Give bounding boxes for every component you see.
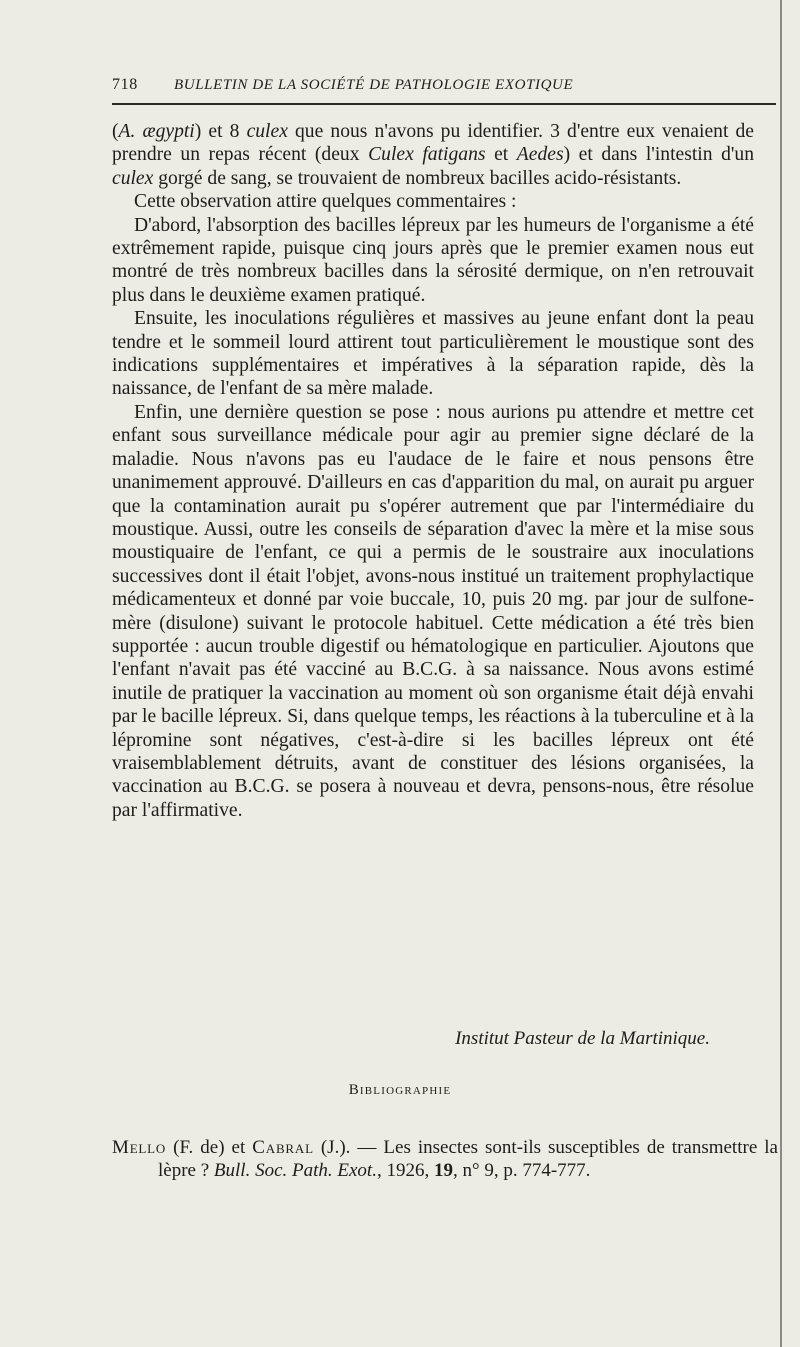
paragraph-1 bbox=[112, 120, 754, 190]
paragraph-2: Cette observation attire quelques commentaires : bbox=[134, 191, 517, 213]
author-name: Mello bbox=[112, 1137, 167, 1158]
entry-year: , 1926, bbox=[376, 1160, 434, 1181]
page-number: 718 bbox=[112, 76, 138, 93]
p1-genus: Aedes bbox=[516, 144, 564, 166]
paragraph-3: D'abord, l'absorption des bacilles lépreux par les humeurs de l'organisme a été extrêmement rapide, puisque cinq jours après que le premier examen nous eut montré de très nombreux bacilles dans la sérosité dermique, on n'en retrouvait plus dans le deuxième examen pratiqué. bbox=[112, 214, 754, 306]
p1-seg: ) et dans l'intestin d'un bbox=[563, 144, 755, 166]
bibliography-heading: Bibliographie bbox=[348, 1082, 452, 1098]
p1-seg: ) et 8 bbox=[194, 121, 247, 142]
p1-seg: ( bbox=[112, 121, 119, 142]
header-rule bbox=[112, 103, 776, 105]
p1-genus: culex bbox=[246, 121, 288, 142]
p1-species: A. ægypti bbox=[118, 121, 195, 142]
institution-signature: Institut Pasteur de la Martinique. bbox=[455, 1028, 710, 1049]
p1-species: Culex fatigans bbox=[368, 144, 486, 166]
author-name: Cabral bbox=[252, 1137, 314, 1158]
p1-seg: que nous n'avons pu identifier. 3 d'entre eux venaient de prendre un repas récent (deux bbox=[112, 121, 754, 166]
entry-pages: , n° 9, p. 774-777. bbox=[452, 1160, 591, 1181]
entry-volume: 19 bbox=[433, 1160, 453, 1181]
entry-title: (J.). — Les insectes sont-ils susceptibles de transmettre la lèpre ? bbox=[158, 1137, 778, 1181]
running-header bbox=[112, 76, 672, 94]
author-initial: (F. de) et bbox=[166, 1137, 253, 1158]
bibliography-entry bbox=[112, 1136, 778, 1182]
p1-seg: et bbox=[485, 144, 517, 166]
paragraph-5: Enfin, une dernière question se pose : nous aurions pu attendre et mettre cet enfant sous surveillance médicale pour agir au premier signe déclaré de la maladie. Nous n'avons pas eu l'audace de le faire et nous pensons être unanimement approuvé. D'ailleurs en cas d'apparition du mal, on aurait pu arguer que la contamination aurait pu s'opérer autrement que par l'intermédiaire du moustique. Aussi, outre les conseils de séparation d'avec la mère et la mise sous moustiquaire de l'enfant, ce qui a permis de le soustraire aux inoculations successives dont il était l'objet, avons-nous institué un traitement prophylactique médicamenteux et donné par voie buccale, 10, puis 20 mg. par jour de sulfone-mère (disulone) suivant le protocole habituel. Cette médication a été très bien supportée : aucun trouble digestif ou hématologique en particulier. Ajoutons que l'enfant n'avait pas été vacciné au B.C.G. à sa naissance. Nous avons estimé inutile de pratiquer la vaccination au moment où son organisme était déjà envahi par le bacille lépreux. Si, dans quelque temps, les réactions à la tuberculine et à la lépromine sont négatives, c'est-à-dire si les bacilles lépreux ont été vraisemblablement détruits, avant de constituer des lésions organisées, la vaccination au B.C.G. se posera à nouveau et devra, pensons-nous, être résolue par l'affirmative. bbox=[112, 401, 754, 821]
journal-name: Bull. Soc. Path. Exot. bbox=[213, 1160, 377, 1181]
running-title: BULLETIN DE LA SOCIÉTÉ DE PATHOLOGIE EXOTIQUE bbox=[174, 77, 574, 93]
p1-genus: culex bbox=[112, 167, 154, 189]
paragraph-4: Ensuite, les inoculations régulières et massives au jeune enfant dont la peau tendre et le sommeil lourd attirent tout particulièrement le moustique sont des indications supplémentaires et impératives à la séparation rapide, dès la naissance, de l'enfant de sa mère malade. bbox=[112, 308, 754, 400]
page-edge-shadow bbox=[780, 0, 782, 1347]
article-body bbox=[112, 120, 754, 822]
p1-seg: gorgé de sang, se trouvaient de nombreux bacilles acido-résistants. bbox=[153, 167, 682, 189]
